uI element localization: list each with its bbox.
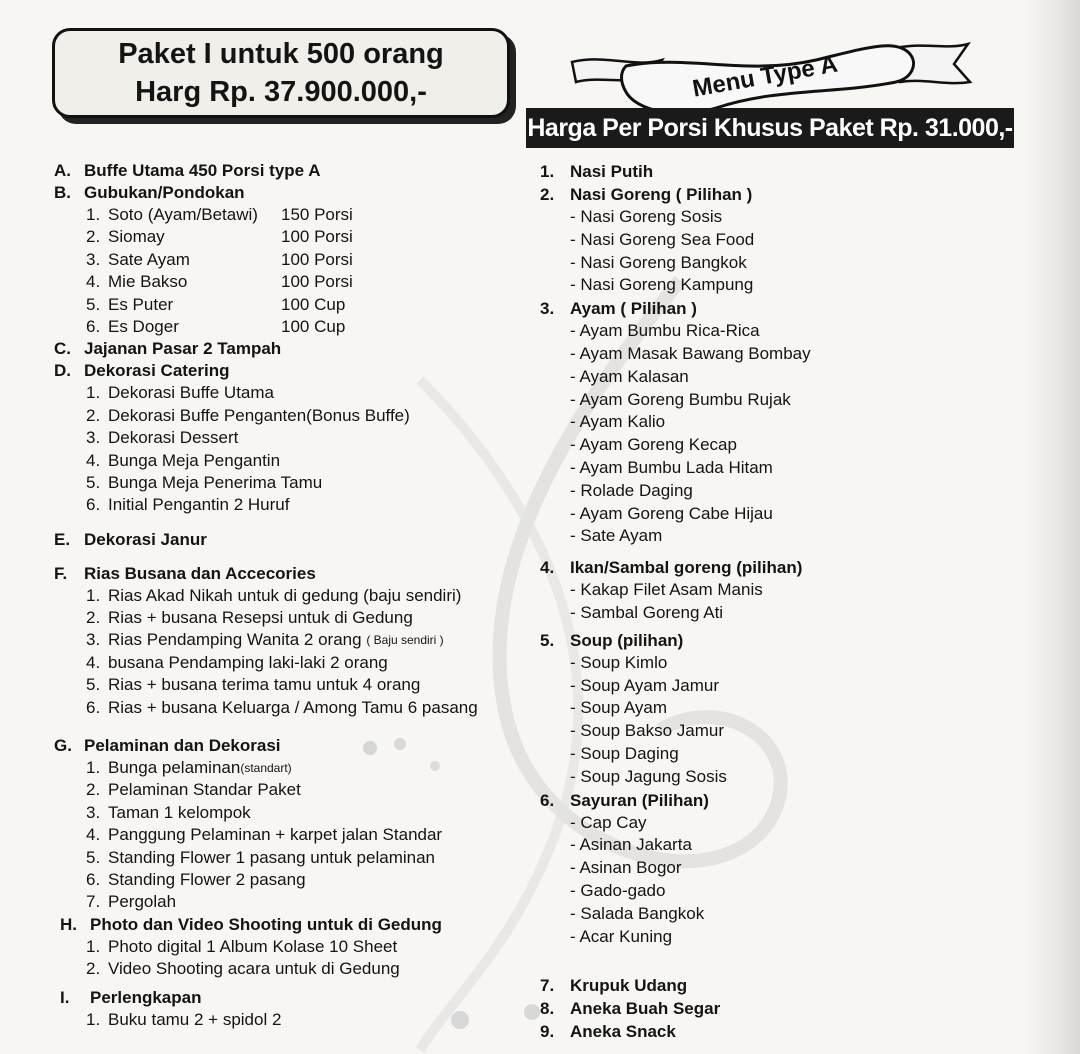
menu-section <box>540 789 870 812</box>
list-item: 1. Soto (Ayam/Betawi) 150 Porsi <box>54 204 524 226</box>
menu-section <box>540 556 870 579</box>
list-item: 4. Bunga Meja Pengantin <box>86 450 281 470</box>
list-item: 1. Dekorasi Buffe Utama <box>86 383 274 403</box>
menu-section-key: 4. <box>540 558 555 578</box>
menu-item: - Kakap Filet Asam Manis <box>570 580 763 600</box>
list-item: 7. Pergolah <box>86 892 177 912</box>
menu-item: - Nasi Goreng Bangkok <box>570 252 747 272</box>
menu-type-label: Menu Type A <box>690 50 840 103</box>
list-item: 2. Video Shooting acara untuk di Gedung <box>86 959 400 979</box>
menu-item: - Soup Ayam Jamur <box>570 675 719 695</box>
section-i <box>54 987 524 1009</box>
menu-section <box>540 1020 870 1043</box>
price-per-portion-banner: Harga Per Porsi Khusus Paket Rp. 31.000,- <box>526 108 1014 148</box>
list-item: 2. Rias + busana Resepsi untuk di Gedung <box>86 608 413 628</box>
menu-section-key: 3. <box>540 299 555 319</box>
menu-item: - Ayam Kalasan <box>570 366 689 386</box>
section-title: Perlengkapan <box>90 987 202 1007</box>
menu-section-key: 2. <box>540 185 555 204</box>
section-title: Photo dan Video Shooting untuk di Gedung <box>90 914 442 934</box>
section-h <box>54 914 524 936</box>
menu-section-title: Ikan/Sambal goreng (pilihan) <box>570 558 803 578</box>
menu-item: - Soup Kimlo <box>570 652 668 672</box>
section-f <box>54 563 524 585</box>
section-g <box>54 735 524 757</box>
list-item: 1. Photo digital 1 Album Kolase 10 Sheet <box>86 936 398 956</box>
menu-section <box>540 629 870 652</box>
menu-section-title: Aneka Snack <box>570 1022 676 1042</box>
list-item: 6. Standing Flower 2 pasang <box>86 869 306 889</box>
section-title: Buffe Utama 450 Porsi type A <box>84 161 321 180</box>
section-title: Rias Busana dan Accecories <box>84 563 316 583</box>
menu-section-title: Aneka Buah Segar <box>570 999 721 1019</box>
section-b <box>54 182 524 204</box>
list-item: 6. Initial Pengantin 2 Huruf <box>86 495 290 515</box>
section-key: G. <box>54 736 72 756</box>
list-item: 4. Mie Bakso 100 Porsi <box>54 271 524 293</box>
quantity: 150 Porsi <box>281 205 353 224</box>
list-item: 5. Bunga Meja Penerima Tamu <box>86 472 323 492</box>
section-key: D. <box>54 361 71 381</box>
section-title: Jajanan Pasar 2 Tampah <box>84 339 282 359</box>
section-e <box>54 529 524 551</box>
menu-section <box>540 997 870 1020</box>
menu-item: - Cap Cay <box>570 812 647 832</box>
menu-item: - Sambal Goreng Ati <box>570 602 724 622</box>
package-contents <box>54 160 524 1031</box>
package-box <box>52 28 510 118</box>
menu-section <box>540 974 870 997</box>
menu-item: - Gado-gado <box>570 880 666 900</box>
list-item: 4. busana Pendamping laki-laki 2 orang <box>86 652 388 672</box>
menu-section <box>540 160 870 183</box>
section-key: C. <box>54 339 71 359</box>
list-item: 4. Panggung Pelaminan + karpet jalan Standar <box>86 825 443 845</box>
list-item: 1. Bunga pelaminan (standart) <box>54 757 524 779</box>
menu-section-title: Krupuk Udang <box>570 976 688 996</box>
list-item: 5. Es Puter 100 Cup <box>54 294 524 316</box>
quantity: 100 Cup <box>281 294 346 314</box>
menu-item: - Ayam Goreng Kecap <box>570 435 737 455</box>
package-title: Paket I untuk 500 orang <box>118 38 444 70</box>
list-item: 3. Dekorasi Dessert <box>86 428 239 448</box>
section-title: Dekorasi Catering <box>84 361 230 381</box>
menu-section-key: 6. <box>540 790 555 810</box>
menu-item: - Asinan Bogor <box>570 858 682 878</box>
menu-item: - Soup Daging <box>570 743 679 763</box>
list-item: 3. Rias Pendamping Wanita 2 orang ( Baju sendiri ) <box>54 629 524 651</box>
menu-section-title: Ayam ( Pilihan ) <box>570 299 697 319</box>
menu-type-banner <box>566 24 976 116</box>
menu-item: - Nasi Goreng Sosis <box>570 207 723 226</box>
package-price: Harg Rp. 37.900.000,- <box>135 76 427 108</box>
quantity: 100 Porsi <box>281 249 353 269</box>
menu-item: - Asinan Jakarta <box>570 835 692 855</box>
menu-item: - Ayam Goreng Bumbu Rujak <box>570 389 791 409</box>
menu-section-title: Nasi Goreng ( Pilihan ) <box>570 185 753 204</box>
menu-section-key: 7. <box>540 976 555 996</box>
section-title: Dekorasi Janur <box>84 529 207 549</box>
list-item: 5. Rias + busana terima tamu untuk 4 orang <box>86 675 421 695</box>
menu-section <box>540 183 870 206</box>
menu-list <box>540 160 870 1043</box>
menu-section-key: 1. <box>540 162 555 181</box>
section-a <box>54 160 524 182</box>
section-key: F. <box>54 563 68 583</box>
list-item: 2. Pelaminan Standar Paket <box>86 780 301 800</box>
list-item: 1. Buku tamu 2 + spidol 2 <box>86 1009 282 1029</box>
list-item: 2. Siomay 100 Porsi <box>54 226 524 248</box>
menu-item: - Nasi Goreng Sea Food <box>570 229 755 249</box>
menu-item: - Soup Jagung Sosis <box>570 766 727 786</box>
menu-section-title: Soup (pilihan) <box>570 630 684 650</box>
menu-section-title: Nasi Putih <box>570 162 654 181</box>
section-key: H. <box>60 914 77 934</box>
list-item: 6. Rias + busana Keluarga / Among Tamu 6 pasang <box>86 697 478 717</box>
section-key: I. <box>60 987 70 1007</box>
menu-section-key: 9. <box>540 1022 555 1042</box>
menu-section-title: Sayuran (Pilihan) <box>570 790 709 810</box>
list-item: 3. Taman 1 kelompok <box>86 802 251 822</box>
item-note: ( Baju sendiri ) <box>366 633 444 648</box>
menu-item: - Acar Kuning <box>570 926 673 946</box>
section-key: A. <box>54 161 71 180</box>
menu-item: - Soup Bakso Jamur <box>570 721 725 741</box>
menu-item: - Rolade Daging <box>570 480 693 500</box>
menu-section <box>540 297 870 320</box>
menu-item: - Sate Ayam <box>570 526 663 546</box>
list-item: 1. Rias Akad Nikah untuk di gedung (baju sendiri) <box>86 585 462 605</box>
quantity: 100 Porsi <box>281 272 353 292</box>
menu-item: - Ayam Masak Bawang Bombay <box>570 343 811 363</box>
menu-item: - Salada Bangkok <box>570 903 705 923</box>
menu-section-key: 8. <box>540 999 555 1019</box>
menu-item: - Ayam Kalio <box>570 412 666 432</box>
section-key: E. <box>54 529 71 549</box>
section-c <box>54 338 524 360</box>
item-note: (standart) <box>240 761 292 776</box>
quantity: 100 Porsi <box>281 227 353 247</box>
quantity: 100 Cup <box>281 316 346 336</box>
section-title: Pelaminan dan Dekorasi <box>84 736 281 756</box>
menu-item: - Ayam Bumbu Rica-Rica <box>570 321 760 341</box>
list-item: 3. Sate Ayam 100 Porsi <box>54 249 524 271</box>
list-item: 5. Standing Flower 1 pasang untuk pelaminan <box>86 847 435 867</box>
page-edge-shadow <box>1022 0 1080 1054</box>
menu-item: - Ayam Bumbu Lada Hitam <box>570 457 773 477</box>
menu-section-key: 5. <box>540 630 555 650</box>
menu-item: - Soup Ayam <box>570 698 668 718</box>
list-item: 6. Es Doger 100 Cup <box>54 316 524 338</box>
menu-item: - Ayam Goreng Cabe Hijau <box>570 503 773 523</box>
section-key: B. <box>54 183 71 202</box>
menu-item: - Nasi Goreng Kampung <box>570 275 754 295</box>
list-item: 2. Dekorasi Buffe Penganten(Bonus Buffe) <box>86 405 410 425</box>
section-title: Gubukan/Pondokan <box>84 183 245 202</box>
section-d <box>54 360 524 382</box>
